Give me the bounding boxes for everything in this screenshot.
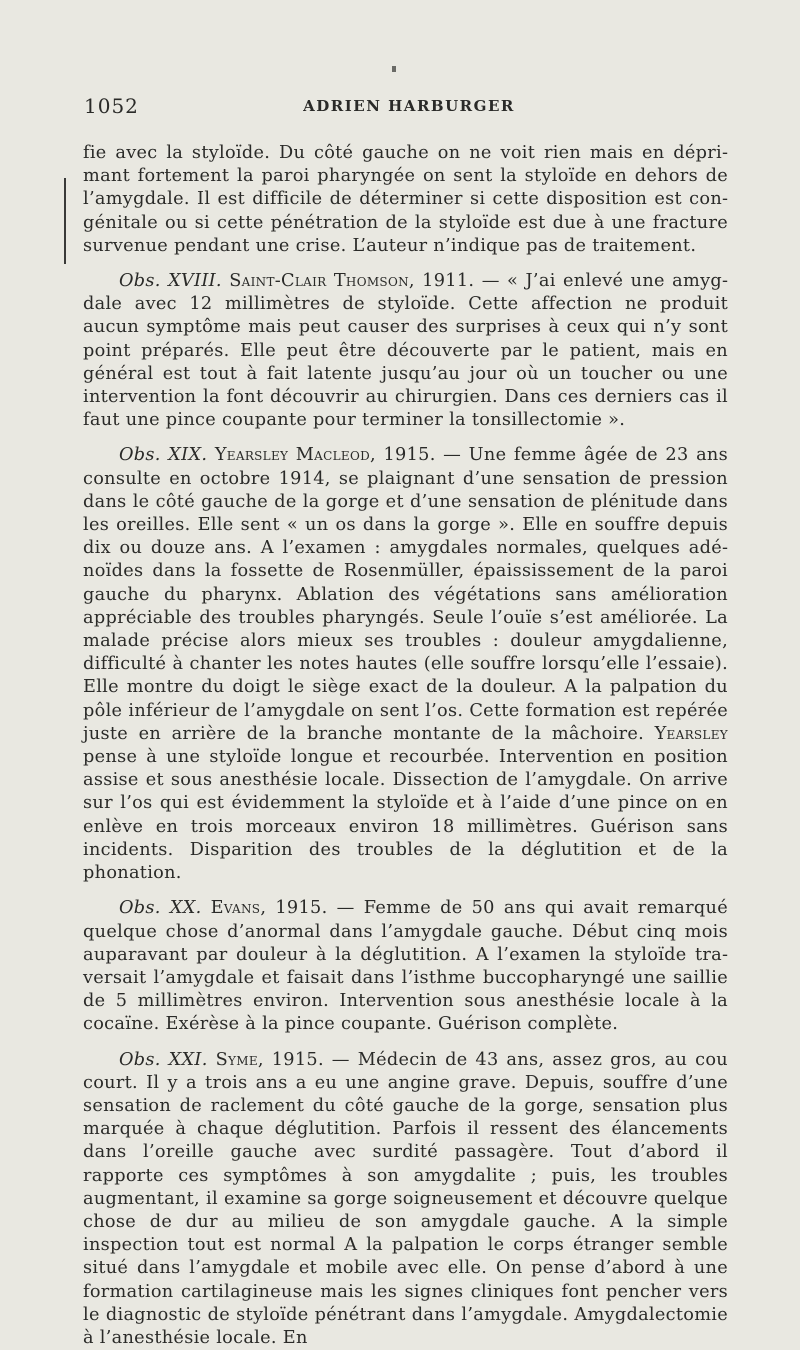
obs-author: Syme (215, 1049, 258, 1070)
obs-text: , 1915. — Une femme âgée de 23 ans consulte en octobre 1914, se plaignant d’une sensation de pression dans le côté gauche de la gorge et d’une sensation de plénitude dans les oreilles. Elle sent « un os dans la gorge ». Elle en souffre depuis dix ou douze ans. A l’examen : amygdales normales, quelques adénoïdes dans la fossette de Rosenmüller, épaississement de la paroi gauche du pharynx. Ablation des végétations sans amélioration appréciable des troubles pharyngés. Seule l’ouïe s’est améliorée. La malade précise alors mieux ses troubles : douleur amygdalienne, difficulté à chanter les notes hautes (elle souffre lorsqu’elle l’essaie). Elle montre du doigt le siège exact de la douleur. A la palpation du pôle inférieur de l’amygdale on sent l’os. Cette formation est repérée juste en arrière de la branche montante de la mâchoire. (83, 445, 728, 744)
page-number: 1052 (84, 94, 139, 118)
paragraph-obs-xviii (83, 270, 728, 432)
obs-author: Evans (210, 898, 261, 919)
print-mark (392, 66, 396, 72)
obs-text-continued: pense à une styloïde longue et recourbée. Intervention en position assise et sous anesthésie locale. Dissection de l’amygdale. On arrive sur l’os qui est évidemment la styloïde et à l’aide d’une pince on en enlève en trois morceaux environ 18 millimètres. Guérison sans incidents. Disparition des troubles de la déglutition et de la phonation. (83, 747, 728, 884)
margin-vertical-mark (64, 178, 66, 264)
page-header (84, 94, 734, 124)
page-body (83, 142, 728, 1350)
paragraph-obs-xxi (83, 1049, 728, 1350)
obs-author: Saint-Clair Thomson (229, 271, 409, 292)
obs-label: Obs. XVIII. (119, 271, 222, 292)
obs-label: Obs. XIX. (119, 445, 208, 466)
obs-label: Obs. XX. (119, 898, 202, 919)
running-title: ADRIEN HARBURGER (303, 97, 515, 115)
obs-label: Obs. XXI. (119, 1049, 208, 1070)
obs-text: , 1911. — « J’ai enlevé une amygdale avec 12 millimètres de styloïde. Cette affection ne produit aucun symptôme mais peut causer des surprises à ceux qui n’y sont point préparés. Elle peut être découverte par le patient, mais en général est tout à fait latente jusqu’au jour où un toucher ou une intervention la font découvrir au chirurgien. Dans ces derniers cas il faut une pince coupante pour terminer la tonsillectomie ». (83, 271, 728, 431)
obs-text: , 1915. — Femme de 50 ans qui avait remarqué quelque chose d’anormal dans l’amygdale gauche. Début cinq mois auparavant par douleur à la déglutition. A l’examen la styloïde traversait l’amygdale et faisait dans l’isthme buccopharyngé une saillie de 5 millimètres environ. Intervention sous anesthésie locale à la cocaïne. Exérèse à la pince coupante. Guérison complète. (83, 898, 728, 1035)
obs-text: , 1915. — Médecin de 43 ans, assez gros, au cou court. Il y a trois ans a eu une angine grave. Depuis, souffre d’une sensation de raclement du côté gauche de la gorge, sensation plus marquée à chaque déglutition. Parfois il ressent des élancements dans l’oreille gauche avec surdité passagère. Tout d’abord il rapporte ces symptômes à son amygdalite ; puis, les troubles augmentant, il examine sa gorge soigneusement et découvre quelque chose de dur au milieu de son amygdale gauche. A la simple inspection tout est normal A la palpation le corps étranger semble situé dans l’amygdale et mobile avec elle. On pense d’abord à une formation cartilagineuse mais les signes cliniques font pencher vers le diagnostic de styloïde pénétrant dans l’amygdale. Amygdalectomie à l’anesthésie locale. En (83, 1049, 728, 1348)
obs-author: Yearsley Macleod (214, 445, 371, 466)
paragraph-obs-xix (83, 444, 728, 885)
paragraph-continuation: fie avec la styloïde. Du côté gauche on ne voit rien mais en déprimant fortement la paroi pharyngée on sent la styloïde en dehors de l’amygdale. Il est difficile de déterminer si cette disposition est congénitale ou si cette pénétration de la styloïde est due à une fracture survenue pendant une crise. L’auteur n’indique pas de traitement. (83, 143, 728, 256)
paragraph-obs-xx (83, 897, 728, 1036)
obs-author-inline: Yearsley (654, 723, 728, 744)
